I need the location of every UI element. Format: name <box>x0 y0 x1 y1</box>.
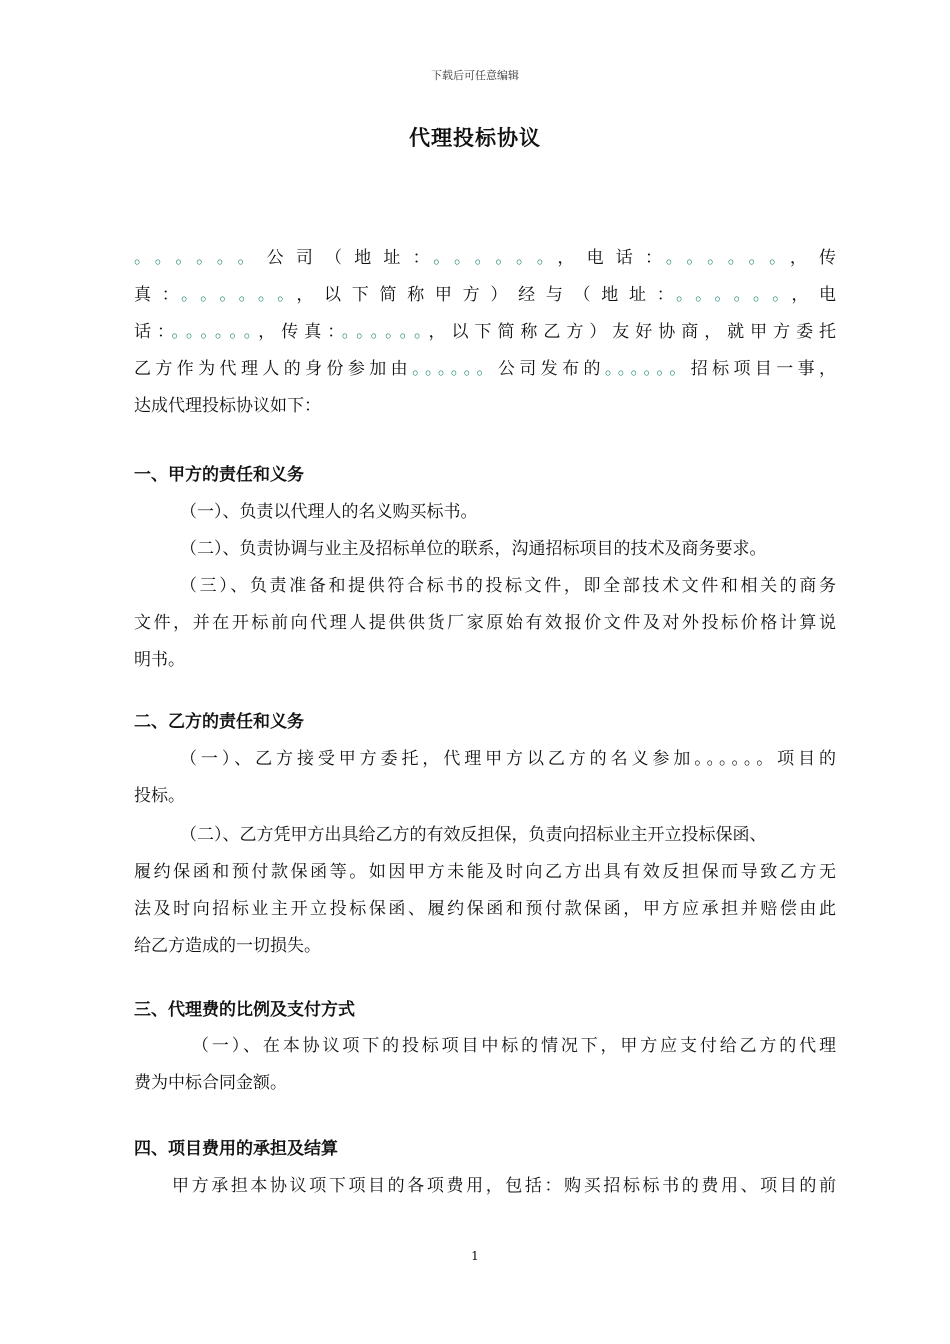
intro-text: 达成代理投标协议如下： <box>134 396 321 416</box>
section-line: （二）、负责协调与业主及招标单位的联系，沟通招标项目的技术及商务要求。 <box>180 539 767 559</box>
section-line: （一）、负责以代理人的名义购买标书。 <box>180 502 478 522</box>
intro-text: 话： <box>134 322 172 342</box>
intro-line-4 <box>134 351 836 388</box>
intro-text: ，电 <box>791 285 837 305</box>
intro-text: 真： <box>134 285 181 305</box>
section-line: （一）、在本协议项下的投标项目中标的情况下，甲方应支付给乙方的代理 <box>192 1036 836 1056</box>
placeholder-dots: 。。。。。。 <box>171 322 259 342</box>
intro-text: 公司发布的 <box>497 359 605 379</box>
placeholder-dots: 。。。。。。 <box>675 285 792 305</box>
intro-text: ，电话： <box>557 248 666 268</box>
section-heading: 二、乙方的责任和义务 <box>134 712 304 732</box>
intro-text: 公司（地址： <box>266 248 434 268</box>
placeholder-dots: 。。。。。。 <box>433 248 558 268</box>
document-title: 代理投标协议 <box>409 125 541 150</box>
section-heading: 一、甲方的责任和义务 <box>134 465 304 485</box>
intro-line-5 <box>134 388 321 425</box>
intro-text: ，以下简称甲方）经与（地址： <box>296 285 676 305</box>
section-line: （二）、乙方凭甲方出具给乙方的有效反担保，负责向招标业主开立投标保函、 <box>180 825 767 845</box>
placeholder-dots: 。。。。。。 <box>604 359 691 379</box>
intro-line-3 <box>134 314 836 351</box>
section-heading: 三、代理费的比例及支付方式 <box>134 1000 355 1020</box>
placeholder-dots: 。。。。。。 <box>412 359 498 379</box>
section-line: 给乙方造成的一切损失。 <box>134 936 321 956</box>
section-line: 文件，并在开标前向代理人提供供货厂家原始有效报价文件及对外投标价格计算说 <box>134 613 836 633</box>
intro-line-2 <box>134 277 836 314</box>
intro-text: ，传真： <box>258 322 342 342</box>
intro-text: 招标项目一事， <box>690 359 837 379</box>
section-line: 法及时向招标业主开立投标保函、履约保函和预付款保函，甲方应承担并赔偿由此 <box>134 899 836 919</box>
intro-text: 乙方作为代理人的身份参加由 <box>134 359 413 379</box>
section-line: （三）、负责准备和提供符合标书的投标文件，即全部技术文件和相关的商务 <box>180 576 836 596</box>
placeholder-dots: 。。。。。。 <box>134 248 267 268</box>
page-header-note: 下载后可任意编辑 <box>431 69 519 82</box>
page-number: 1 <box>471 1249 479 1263</box>
section-line: （一）、乙方接受甲方委托，代理甲方以乙方的名义参加。。。。。。项目的 <box>180 749 836 769</box>
intro-line-1 <box>134 240 836 277</box>
intro-text: ，以下简称乙方）友好协商，就甲方委托 <box>428 322 837 342</box>
section-line: 甲方承担本协议项下项目的各项费用，包括：购买招标标书的费用、项目的前 <box>172 1176 836 1196</box>
placeholder-dots: 。。。。。。 <box>180 285 297 305</box>
section-line: 投标。 <box>134 786 185 806</box>
placeholder-dots: 。。。。。。 <box>665 248 790 268</box>
section-line: 履约保函和预付款保函等。如因甲方未能及时向乙方出具有效反担保而导致乙方无 <box>134 862 836 882</box>
intro-text: ，传 <box>789 248 837 268</box>
section-heading: 四、项目费用的承担及结算 <box>134 1139 338 1159</box>
placeholder-dots: 。。。。。。 <box>341 322 429 342</box>
section-line: 费为中标合同金额。 <box>134 1073 287 1093</box>
section-line: 明书。 <box>134 650 185 670</box>
